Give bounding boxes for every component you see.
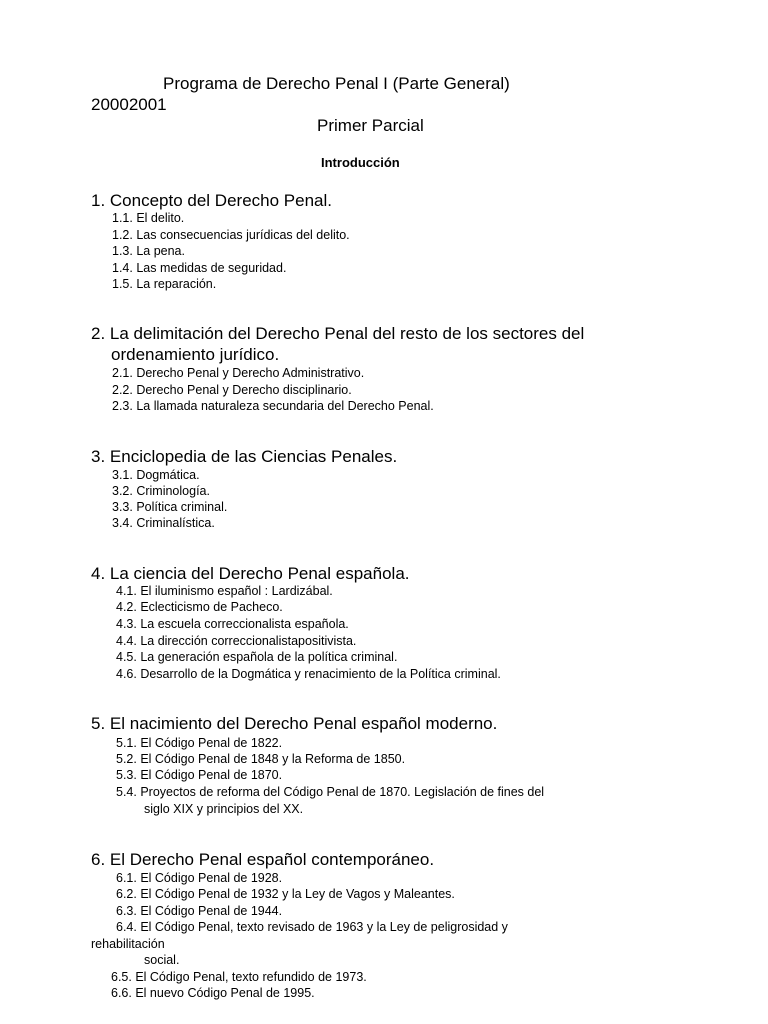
list-item: 1.4. Las medidas de seguridad. [112,261,287,275]
list-item-continuation: siglo XIX y principios del XX. [144,802,304,816]
section-2-heading-cont: ordenamiento jurídico. [111,345,280,364]
list-item-continuation: social. [144,953,180,967]
section-1-heading: 1. Concepto del Derecho Penal. [91,191,332,210]
course-code: 20002001 [91,95,167,114]
exam-part-heading: Primer Parcial [317,116,424,135]
list-item: 3.3. Política criminal. [112,500,228,514]
list-item: 5.3. El Código Penal de 1870. [116,768,283,782]
list-item: 4.3. La escuela correccionalista española. [116,617,349,631]
list-item: 3.2. Criminología. [112,484,210,498]
section-6-heading: 6. El Derecho Penal español contemporáneo. [91,850,435,869]
list-item: 5.1. El Código Penal de 1822. [116,736,283,750]
section-4-heading: 4. La ciencia del Derecho Penal española. [91,564,410,583]
list-item: 3.1. Dogmática. [112,468,200,482]
section-heading: Introducción [321,155,400,170]
list-item: 2.3. La llamada naturaleza secundaria del Derecho Penal. [112,399,434,413]
list-item: 1.5. La reparación. [112,277,217,291]
section-5-heading: 5. El nacimiento del Derecho Penal español moderno. [91,714,498,733]
list-item: 1.2. Las consecuencias jurídicas del delito. [112,228,350,242]
list-item: 6.2. El Código Penal de 1932 y la Ley de Vagos y Maleantes. [116,887,455,901]
list-item-continuation: rehabilitación [91,937,165,951]
section-2-heading: 2. La delimitación del Derecho Penal del resto de los sectores del [91,324,585,343]
list-item: 4.6. Desarrollo de la Dogmática y renacimiento de la Política criminal. [116,667,501,681]
document-title: Programa de Derecho Penal I (Parte General) [163,74,510,93]
list-item: 6.3. El Código Penal de 1944. [116,904,283,918]
list-item: 5.2. El Código Penal de 1848 y la Reforma de 1850. [116,752,406,766]
list-item: 2.2. Derecho Penal y Derecho disciplinario. [112,383,352,397]
list-item: 4.4. La dirección correccionalistapositivista. [116,634,357,648]
list-item: 1.1. El delito. [112,211,185,225]
list-item: 4.1. El iluminismo español : Lardizábal. [116,584,333,598]
list-item: 6.5. El Código Penal, texto refundido de 1973. [111,970,367,984]
list-item: 2.1. Derecho Penal y Derecho Administrativo. [112,366,365,380]
list-item: 4.2. Eclecticismo de Pacheco. [116,600,283,614]
list-item: 6.4. El Código Penal, texto revisado de 1963 y la Ley de peligrosidad y [116,920,508,934]
list-item: 1.3. La pena. [112,244,185,258]
list-item: 6.6. El nuevo Código Penal de 1995. [111,986,315,1000]
list-item: 4.5. La generación española de la política criminal. [116,650,398,664]
section-3-heading: 3. Enciclopedia de las Ciencias Penales. [91,447,398,466]
list-item: 6.1. El Código Penal de 1928. [116,871,283,885]
list-item: 5.4. Proyectos de reforma del Código Penal de 1870. Legislación de fines del [116,785,545,799]
list-item: 3.4. Criminalística. [112,516,215,530]
